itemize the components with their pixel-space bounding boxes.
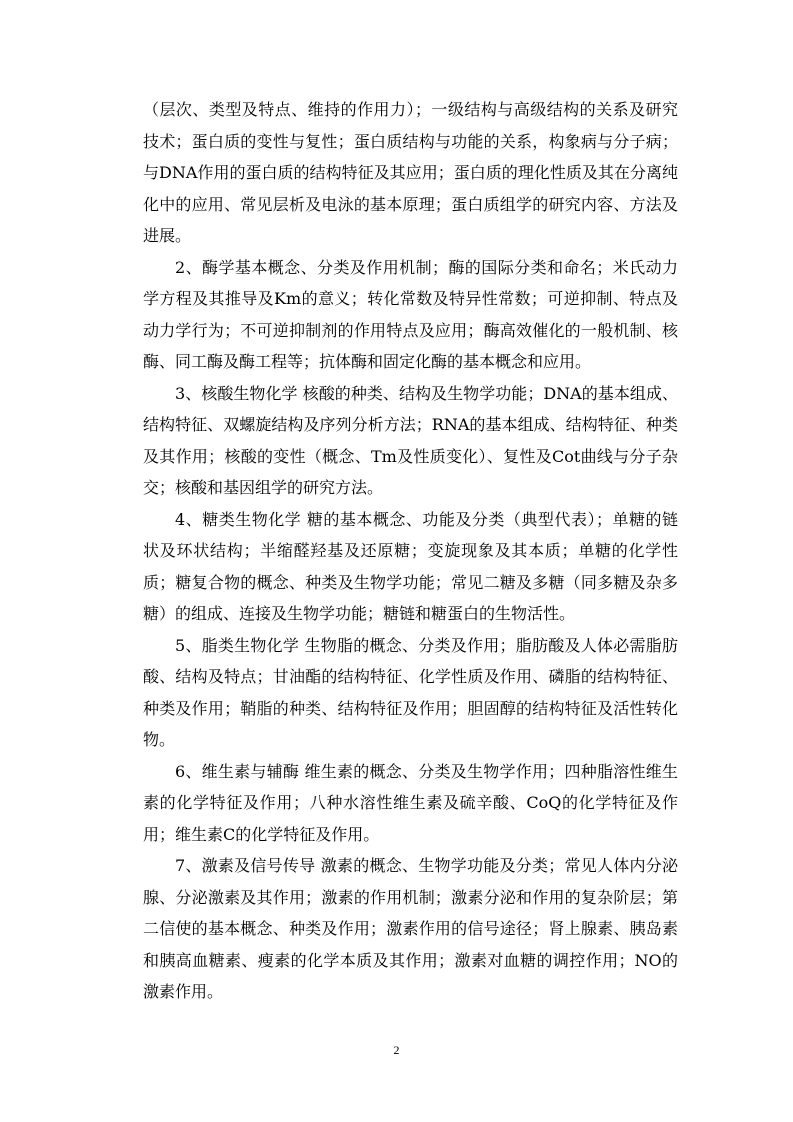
paragraph-vitamin-coenzyme: 6、维生素与辅酶 维生素的概念、分类及生物学作用；四种脂溶性维生素的化学特征及作用；八种水溶性维生素及硫辛酸、CoQ的化学特征及作用；维生素C的化学特征及作用。 [143,761,678,844]
paragraph-lipid: 5、脂类生物化学 生物脂的概念、分类及作用；脂肪酸及人体必需脂肪酸、结构及特点；甘油酯的结构特征、化学性质及作用、磷脂的结构特征、种类及作用；鞘脂的种类、结构特征及作用；胆固醇的结构特征及活性转化物。 [143,635,678,749]
paragraph-protein-continued: （层次、类型及特点、维持的作用力）；一级结构与高级结构的关系及研究技术；蛋白质的变性与复性；蛋白质结构与功能的关系，构象病与分子病；与DNA作用的蛋白质的结构特征及其应用；蛋白质的理化性质及其在分离纯化中的应用、常见层析及电泳的基本原理；蛋白质组学的研究内容、方法及进展。 [143,100,678,245]
paragraph-enzymology: 2、酶学基本概念、分类及作用机制；酶的国际分类和命名；米氏动力学方程及其推导及Km的意义；转化常数及特异性常数；可逆抑制、特点及动力学行为；不可逆抑制剂的作用特点及应用；酶高效催化的一般机制、核酶、同工酶及酶工程等；抗体酶和固定化酶的基本概念和应用。 [143,257,678,371]
paragraph-hormone-signaling: 7、激素及信号传导 激素的概念、生物学功能及分类；常见人体内分泌腺、分泌激素及其作用；激素的作用机制；激素分泌和作用的复杂阶层；第二信使的基本概念、种类及作用；激素作用的信号途径；肾上腺素、胰岛素和胰高血糖素、瘦素的化学本质及其作用；激素对血糖的调控作用；NO的激素作用。 [143,856,678,1001]
document-body [143,94,678,1008]
page-number: 2 [393,1043,400,1057]
paragraph-nucleic-acid: 3、核酸生物化学 核酸的种类、结构及生物学功能；DNA的基本组成、结构特征、双螺旋结构及序列分析方法；RNA的基本组成、结构特征、种类及其作用；核酸的变性（概念、Tm及性质变化）、复性及Cot曲线与分子杂交；核酸和基因组学的研究方法。 [143,383,678,497]
paragraph-carbohydrate: 4、糖类生物化学 糖的基本概念、功能及分类（典型代表）；单糖的链状及环状结构；半缩醛羟基及还原糖；变旋现象及其本质；单糖的化学性质；糖复合物的概念、种类及生物学功能；常见二糖及多糖（同多糖及杂多糖）的组成、连接及生物学功能；糖链和糖蛋白的生物活性。 [143,509,678,623]
